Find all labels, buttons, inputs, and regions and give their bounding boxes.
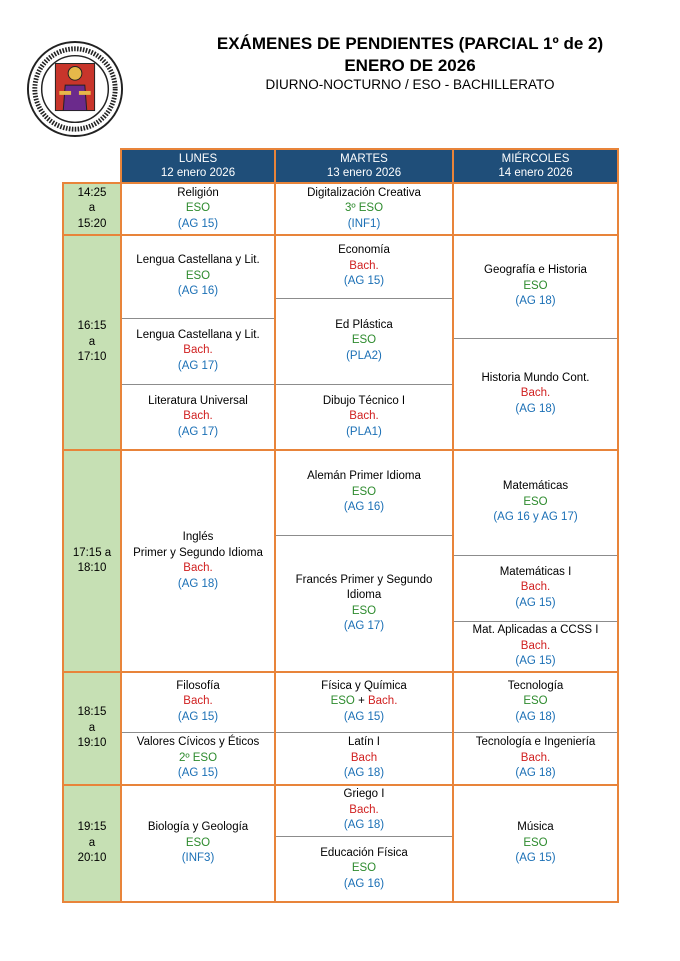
exam-level-part: ESO bbox=[330, 695, 355, 708]
exam-level: Bach. bbox=[349, 410, 379, 423]
exam-room: (AG 17) bbox=[177, 359, 219, 372]
exam-room: (AG 18) bbox=[343, 767, 385, 780]
exam-level: ESO bbox=[523, 495, 548, 508]
time-slot-text: 16:15 bbox=[77, 320, 107, 333]
exam-level: ESO bbox=[185, 202, 211, 215]
exam-level: Bach. bbox=[520, 639, 551, 652]
table-border bbox=[617, 149, 619, 903]
exam-level: Bach. bbox=[520, 751, 551, 764]
time-slot bbox=[63, 183, 121, 235]
time-slot-text: a bbox=[88, 335, 96, 348]
table-border bbox=[62, 183, 64, 903]
time-slot-text: a bbox=[88, 721, 96, 734]
time-slot-text: 18:10 bbox=[77, 562, 107, 574]
exam-room: (PLA1) bbox=[346, 425, 382, 438]
table-border bbox=[62, 901, 619, 903]
exam-subject: Valores Cívicos y Éticos bbox=[136, 736, 260, 749]
exam-room: (AG 15) bbox=[515, 655, 556, 668]
exam-subject: Física y Química bbox=[321, 679, 407, 692]
exam-room: (INF1) bbox=[347, 217, 381, 230]
exam-cell bbox=[275, 235, 453, 298]
exam-subject: Digitalización Creativa bbox=[307, 186, 421, 199]
time-slot-text: a bbox=[88, 836, 96, 849]
exam-room: (AG 15) bbox=[343, 275, 385, 288]
exam-subject: Filosofía bbox=[176, 679, 220, 692]
exam-cell bbox=[453, 732, 618, 785]
exam-subject: Religión bbox=[177, 186, 219, 199]
time-slot-text: 15:20 bbox=[77, 217, 107, 230]
exam-level: Bach bbox=[350, 751, 378, 764]
day-header bbox=[453, 149, 618, 183]
table-border bbox=[62, 234, 619, 236]
time-slot-text: 14:25 bbox=[77, 186, 107, 199]
document-scope: DIURNO-NOCTURNO / ESO - BACHILLERATO bbox=[265, 77, 555, 92]
exam-cell bbox=[275, 836, 453, 902]
exam-subject: Ed Plástica bbox=[335, 318, 393, 331]
exam-level: Bach. bbox=[183, 344, 213, 357]
exam-subject: Geografía e Historia bbox=[484, 264, 587, 277]
exam-level bbox=[331, 694, 398, 710]
cell-divider bbox=[121, 732, 275, 733]
exam-room: (INF3) bbox=[181, 852, 215, 865]
exam-level: Bach. bbox=[183, 562, 213, 574]
exam-subject: Lengua Castellana y Lit. bbox=[136, 254, 260, 267]
exam-room: (AG 16) bbox=[343, 877, 385, 890]
table-border bbox=[120, 148, 619, 150]
exam-level: ESO bbox=[523, 279, 548, 292]
exam-cell bbox=[121, 183, 275, 235]
exam-cell bbox=[121, 450, 275, 672]
exam-cell bbox=[453, 235, 618, 338]
exam-room: (AG 18) bbox=[177, 577, 219, 590]
exam-cell bbox=[275, 672, 453, 732]
exam-room: (AG 15) bbox=[177, 217, 219, 230]
exam-subject: Mat. Aplicadas a CCSS I bbox=[472, 624, 599, 637]
exam-subject: Dibujo Técnico I bbox=[322, 394, 406, 407]
exam-subject: Latín I bbox=[348, 736, 380, 749]
time-slot bbox=[63, 450, 121, 672]
exam-cell bbox=[453, 338, 618, 450]
cell-divider bbox=[275, 732, 453, 733]
school-seal-icon bbox=[26, 40, 124, 138]
exam-room: (AG 15) bbox=[177, 710, 219, 723]
exam-cell bbox=[453, 672, 618, 732]
exam-subject: Biología y Geología bbox=[147, 821, 249, 834]
cell-divider bbox=[453, 621, 618, 622]
cell-divider bbox=[121, 384, 275, 385]
day-date: 13 enero 2026 bbox=[326, 167, 402, 179]
table-border bbox=[452, 149, 454, 903]
exam-room: (AG 15) bbox=[177, 767, 219, 780]
exam-level: Bach. bbox=[520, 581, 551, 594]
exam-cell bbox=[121, 384, 275, 450]
table-border bbox=[120, 149, 122, 903]
exam-subject: Idioma bbox=[346, 589, 382, 601]
exam-level: 2º ESO bbox=[178, 751, 218, 764]
exam-cell bbox=[453, 450, 618, 555]
exam-level: ESO bbox=[523, 695, 548, 708]
exam-cell bbox=[453, 183, 618, 235]
exam-cell bbox=[121, 235, 275, 318]
exam-cell bbox=[121, 672, 275, 732]
exam-cell bbox=[275, 384, 453, 450]
exam-cell bbox=[275, 732, 453, 785]
exam-subject: Música bbox=[517, 821, 554, 834]
exam-subject: Francés Primer y Segundo bbox=[295, 573, 433, 586]
document-subtitle: ENERO DE 2026 bbox=[344, 56, 476, 75]
exam-level: ESO bbox=[185, 836, 211, 849]
exam-room: (AG 17) bbox=[343, 620, 385, 632]
exam-room: (AG 16 y AG 17) bbox=[493, 511, 578, 524]
exam-level: ESO bbox=[523, 836, 548, 849]
exam-room: (AG 17) bbox=[177, 425, 219, 438]
exam-room: (AG 18) bbox=[343, 819, 385, 832]
exam-subject: Matemáticas I bbox=[499, 565, 572, 578]
time-slot-text: 20:10 bbox=[77, 852, 107, 865]
time-slot bbox=[63, 785, 121, 902]
exam-subject: Literatura Universal bbox=[148, 394, 248, 407]
exam-level: Bach. bbox=[349, 803, 379, 816]
exam-subject: Historia Mundo Cont. bbox=[481, 371, 590, 384]
table-border bbox=[62, 182, 619, 184]
exam-cell bbox=[453, 555, 618, 621]
exam-subject: Alemán Primer Idioma bbox=[307, 470, 421, 483]
exam-cell bbox=[275, 785, 453, 836]
table-border bbox=[62, 784, 619, 786]
exam-subject: Matemáticas bbox=[502, 480, 569, 493]
day-header bbox=[121, 149, 275, 183]
document-title: EXÁMENES DE PENDIENTES (PARCIAL 1º de 2) bbox=[216, 34, 604, 53]
exam-subject: Tecnología bbox=[507, 679, 564, 692]
time-slot-text: 17:10 bbox=[77, 351, 107, 364]
exam-level: Bach. bbox=[520, 387, 551, 400]
exam-cell bbox=[121, 785, 275, 902]
exam-subject: Economía bbox=[338, 244, 390, 257]
exam-subject: Lengua Castellana y Lit. bbox=[136, 328, 260, 341]
day-date: 12 enero 2026 bbox=[160, 167, 236, 179]
exam-level-part: Bach. bbox=[367, 695, 398, 708]
time-slot-text: 19:15 bbox=[77, 821, 107, 834]
exam-room: (AG 15) bbox=[343, 710, 385, 723]
day-header bbox=[275, 149, 453, 183]
table-border bbox=[62, 449, 619, 451]
time-slot-text: 17:15 a bbox=[72, 546, 112, 559]
exam-subject: Primer y Segundo Idioma bbox=[133, 546, 263, 559]
exam-level: 3º ESO bbox=[344, 202, 384, 215]
exam-cell bbox=[275, 183, 453, 235]
exam-subject: Griego I bbox=[343, 788, 385, 801]
exam-cell bbox=[275, 535, 453, 672]
cell-divider bbox=[275, 535, 453, 536]
exam-level: Bach. bbox=[183, 695, 213, 708]
exam-room: (AG 18) bbox=[515, 402, 556, 415]
day-name: MARTES bbox=[340, 153, 388, 165]
exam-room: (AG 15) bbox=[515, 596, 556, 609]
cell-divider bbox=[453, 338, 618, 339]
exam-level: Bach. bbox=[183, 410, 213, 423]
cell-divider bbox=[275, 384, 453, 385]
exam-cell bbox=[453, 785, 618, 902]
cell-divider bbox=[453, 555, 618, 556]
cell-divider bbox=[453, 732, 618, 733]
time-slot bbox=[63, 672, 121, 785]
table-border bbox=[62, 671, 619, 673]
exam-subject: Inglés bbox=[182, 531, 214, 543]
time-slot-text: 19:10 bbox=[77, 737, 107, 750]
exam-room: (AG 18) bbox=[515, 710, 556, 723]
day-name: LUNES bbox=[178, 153, 218, 165]
exam-level: ESO bbox=[351, 604, 377, 617]
exam-room: (AG 18) bbox=[515, 295, 556, 308]
exam-subject: Tecnología e Ingeniería bbox=[475, 736, 596, 749]
time-slot-text: a bbox=[88, 202, 96, 215]
exam-room: (PLA2) bbox=[346, 349, 382, 362]
time-slot-text: 18:15 bbox=[77, 706, 107, 719]
exam-level: Bach. bbox=[349, 259, 379, 272]
exam-cell bbox=[121, 318, 275, 384]
exam-cell bbox=[121, 732, 275, 785]
exam-room: (AG 18) bbox=[515, 767, 556, 780]
exam-level: ESO bbox=[351, 862, 377, 875]
exam-level-join: + bbox=[354, 695, 368, 708]
exam-room: (AG 16) bbox=[343, 501, 385, 514]
exam-level: ESO bbox=[351, 485, 377, 498]
exam-cell bbox=[275, 298, 453, 384]
exam-level: ESO bbox=[351, 334, 377, 347]
exam-cell bbox=[453, 621, 618, 672]
exam-level: ESO bbox=[185, 269, 211, 282]
cell-divider bbox=[275, 298, 453, 299]
time-slot bbox=[63, 235, 121, 450]
exam-cell bbox=[275, 450, 453, 535]
day-name: MIÉRCOLES bbox=[501, 153, 570, 165]
exam-room: (AG 15) bbox=[515, 852, 556, 865]
cell-divider bbox=[121, 318, 275, 319]
exam-subject: Educación Física bbox=[320, 846, 408, 859]
exam-room: (AG 16) bbox=[177, 285, 219, 298]
day-date: 14 enero 2026 bbox=[498, 167, 573, 179]
table-border bbox=[274, 149, 276, 903]
cell-divider bbox=[275, 836, 453, 837]
